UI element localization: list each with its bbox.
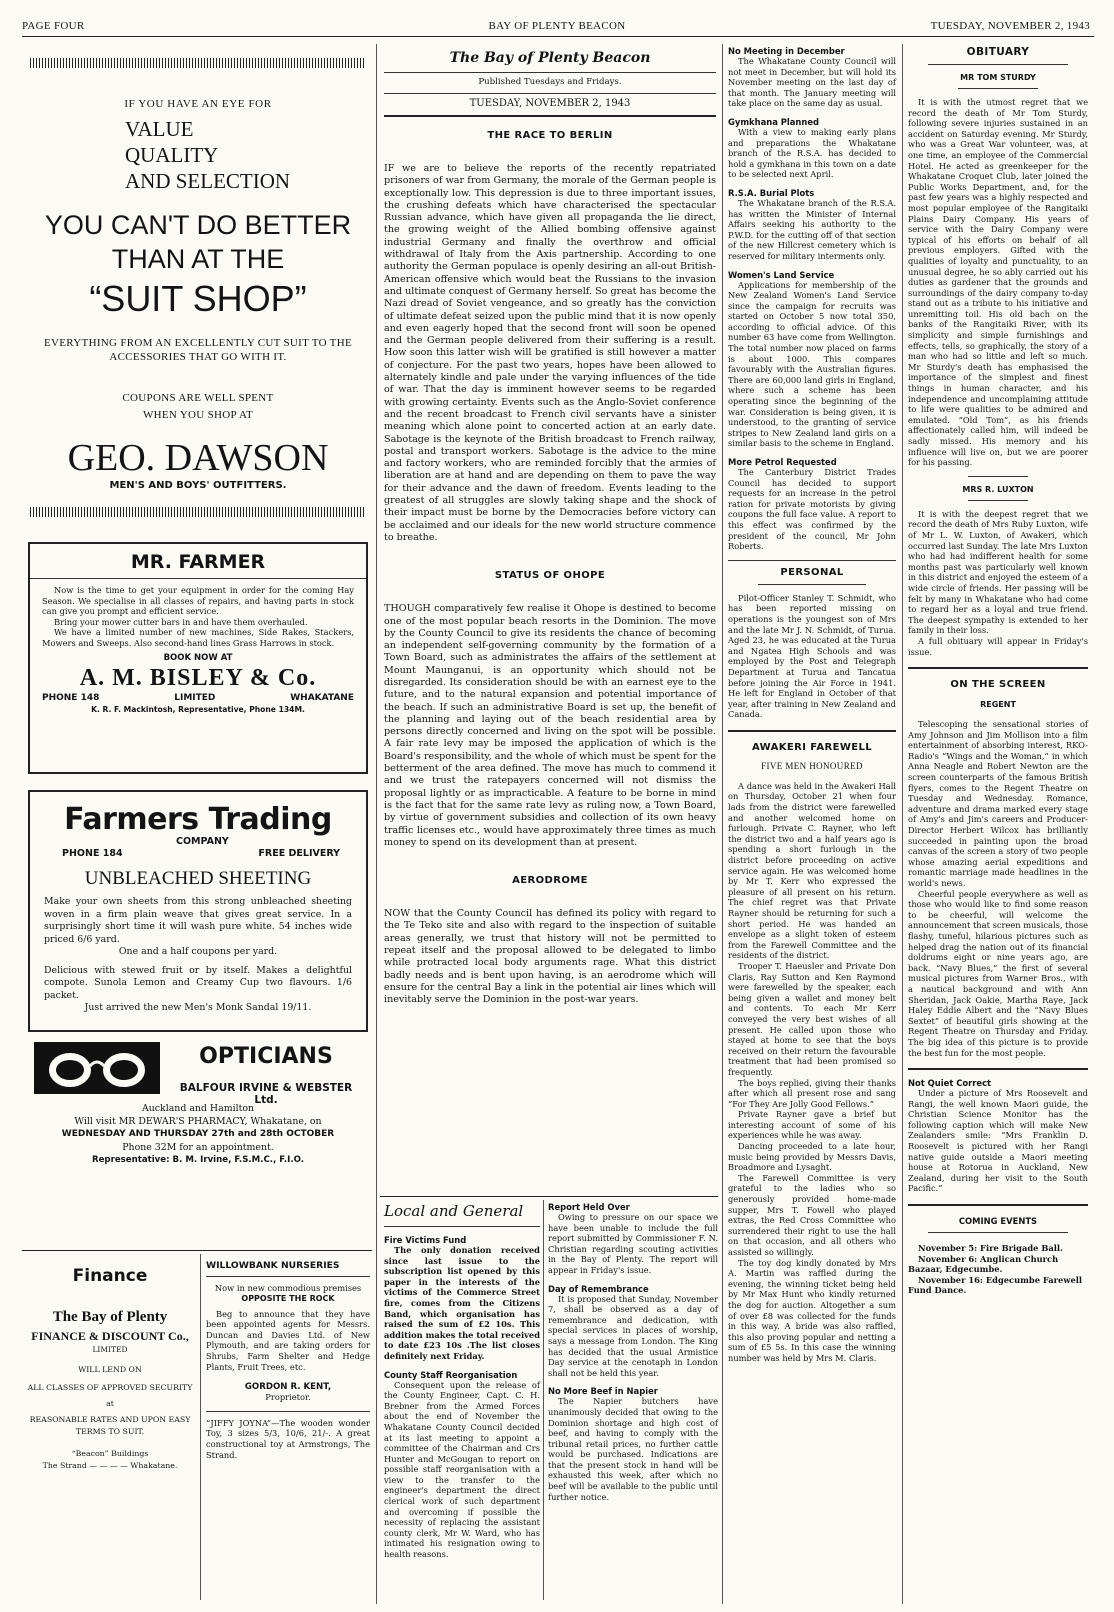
obituary-name: MR TOM STURDY (960, 73, 1036, 82)
item-heading: R.S.A. Burial Plots (728, 187, 815, 198)
ad-text: Beg to announce that they have been appointed agents for Messrs. Duncan and Davies Ltd. of New Plymouth, and are taking orders for Shrubs, Farm Shelter and Hedge Plants, Fruit Trees, etc. (206, 1308, 370, 1372)
item-heading: More Petrol Requested (728, 457, 837, 467)
ad-line: BOOK NOW AT (163, 652, 233, 663)
item-body: The boys replied, giving their thanks after which all present rose and sang “For They Are Jolly Good Fellows.” (728, 1077, 896, 1109)
retailer-name: A. M. BISLEY & Co. (79, 664, 317, 691)
nursery-ad (206, 1260, 370, 1600)
running-date: TUESDAY, NOVEMBER 2, 1943 (930, 20, 1090, 32)
item-heading: No Meeting in December (728, 46, 845, 56)
obituary-column (908, 46, 1088, 1606)
item-body: The Canterbury District Trades Council has decided to support requests for an increase in the petrol ration for private motorists by giving coupons the full face value. A report to this effect was confirmed by the president of the council, Mr John Roberts. (728, 467, 896, 552)
item-body: Trooper T. Haeusler and Private Don Claris, Ray Sutton and Ken Raymond were farewelled by the speaker, each being given a wallet and money belt and contents. To each Mr Kerr conveyed the very best wishes of all present. He called upon those who stayed at home to see that the boys received on their return the favourable treatment that had been promised so frequently. (728, 960, 896, 1077)
spectacles-icon (34, 1042, 160, 1094)
item-body: The Whakatane branch of the R.S.A. has written the Minister of Internal Affairs seeking his authority to the P.W.D. for the cutting off of that section of the new Hillcrest cemetery which is reserved for military interments only. (728, 197, 896, 261)
ad-line: The Strand — — — — Whakatane. (42, 1461, 178, 1470)
ad-line: ALL CLASSES OF APPROVED SECURITY (27, 1383, 193, 1392)
ad-text: Now is the time to get your equipment in order for the coming Hay Season. We specialise in all classes of repairs, and having parts in stock can give you prompt and efficient service. (42, 585, 354, 617)
ad-line: IF YOU HAVE AN EYE FOR (124, 98, 272, 110)
item-body: It is with the deepest regret that we record the death of Mrs Ruby Luxton, wife of Mr L. W. Luxton, of Awakeri, which occurred last Sunday. The late Mrs Luxton who had had indifferent health for some months past was particularly well known in this district and enjoyed the esteem of a wide circle of friends. Her passing will be felt by many in Whakatane who had come to regard her as a loyal and true friend. The deepest sympathy is extended to her family in their loss. (908, 508, 1088, 636)
item-body: Cheerful people everywhere as well as those who would like to find some reason to be cheerful, will welcome the announcement that screen musicals, those flashy, tuneful, hilarious pictures such as helped drag the nation out of its financial doldrums eight or nine years ago, are back. “Navy Blues,” the first of several musical pictures from Warner Bros., with a nautical background and with Ann Sheridan, Jack Oakie, Martha Raye, Jack Haley Eddie Albert and the “Navy Blues Sextet” of beautiful girls showing at the Regent Theatre on Thursday and Friday. The big idea of this picture is to provide the best fun for the most people. (908, 888, 1088, 1058)
ad-line: LIMITED (92, 1345, 128, 1354)
ad-line: MEN'S AND BOYS' OUTFITTERS. (109, 480, 287, 491)
finance-ad (22, 1254, 198, 1604)
item-heading: Not Quiet Correct (908, 1078, 992, 1089)
ad-text: “JIFFY JOYNA”—The wooden wonder Toy, 3 sizes 5/3, 10/6, 21/-. A great constructional toy at Armstrongs, The Strand. (206, 1417, 370, 1460)
item-heading: Report Held Over (548, 1202, 630, 1212)
ad-headline: Finance (72, 1266, 148, 1286)
decorative-border (30, 507, 366, 517)
ad-phone: PHONE 184 (62, 848, 123, 859)
event-item: November 6: Anglican Church Bazaar, Edgecumbe. (908, 1253, 1059, 1275)
item-body: The Farewell Committee is very grateful to the ladies who so generously provided home-made supper, Mrs T. Fowell who played extras, the Red Cross Committee who surrendered their right to use the hall on that occasion, and all others who assisted so willingly. (728, 1172, 896, 1257)
ad-line: VALUE (125, 117, 194, 141)
item-body: A dance was held in the Awakeri Hall on Thursday, October 21 when four lads from the district were farewelled and another welcomed home on furlough. Private C. Rayner, who left the district two and a half years ago is spending a short furlough in the district before proceeding on active service again. He was welcomed home by Mr T. Kerr who expressed the pleasure of all present on his return. The chief regret was that Private Rayner should be returning for such a short period. He was handed an envelope as a slight token of esteem from the Farewell Committee and the residents of the district. (728, 780, 896, 961)
ad-line: Auckland and Hamilton (141, 1103, 255, 1114)
article-headline: AERODROME (512, 875, 588, 887)
item-heading: County Staff Reorganisation (384, 1369, 518, 1380)
ad-line: Proprietor. (265, 1392, 311, 1403)
retailer-name: BALFOUR IRVINE & WEBSTER Ltd. (179, 1082, 353, 1106)
retailer-name: GEO. DAWSON (67, 437, 329, 479)
article-body: IF we are to believe the reports of the recently repatriated prisoners of war from Germany, the morale of the German people is exceptionally low. This depression is due to three important issues, the crushing defeats which have characterised the spectacular Russian advance, which have given all propaganda the lie direct, the growing weight of the Allied bombing offensive against industrial Germany and finally the overthrow and official withdrawal of Italy from the Axis partnership. According to one authority the German populace is openly desiring an all-out British-American offensive which would beat the Russians to the invasion and ultimate conquest of Germany herself. So great has become the Nazi dread of Soviet vengeance, and so greatly has the conviction of ultimate defeat seized upon the public mind that it is now openly and even eagerly hoped that the second front will soon be opened and the German people delivered from their suffering is a result. How soon this latter wish will be gratified is still however a matter of conjecture. For the past two years, hopes have been allowed to alternately kindle and pale under the varying influences of the tide of war. That the day is imminent however seems to be regarded with growing certainty. Events such as the Anglo-Soviet conference and the recent broadcast to French civil servants have a sinister meaning which alone point to concerted action at an early date. Sabotage is the keynote of the British broadcast to French railway, postal and transport workers. Sabotage is the advice to the mine and factory workers, who are reminded forcibly that the armies of liberation are at hand and are depending on them to pave the way for their advance and the dawn of freedom. Events leading to the greatest of all struggles are slowly taking shape and the shock of their impact must be borne by the Democracies before victory can be acclaimed and our ideals for the new world structure commence to breathe. (384, 163, 716, 543)
ad-line: Phone 32M for an appointment. (122, 1142, 274, 1153)
farmer-ad (28, 542, 368, 774)
farmers-trading-ad (28, 790, 368, 1032)
ad-line: OPPOSITE THE ROCK (241, 1293, 335, 1303)
item-body: Pilot-Officer Stanley T. Schmidt, who has been reported missing on operations is the youngest son of Mrs and the late Mr J. N. Schmidt, of Turua. Aged 23, he was educated at the Turua and Ngatea High Schools and was employed by the Post and Telegraph Department at Turua and Tancatua before joining the Air Force in 1941. He left for England in October of that year, after training in New Zealand and Canada. (728, 592, 896, 720)
section-title: Local and General (384, 1202, 524, 1220)
ad-line: Representative: B. M. Irvine, F.S.M.C., F.I.O. (91, 1155, 305, 1165)
ad-line: at (106, 1399, 114, 1408)
news-column (728, 46, 896, 1606)
ad-line: WHAKATANE (290, 692, 354, 703)
section-title: OBITUARY (966, 46, 1030, 58)
nameplate: The Bay of Plenty Beacon (449, 50, 651, 66)
item-heading: No More Beef in Napier (548, 1386, 658, 1397)
item-heading: Fire Victims Fund (384, 1235, 467, 1245)
ad-headline: MR. FARMER (130, 551, 266, 573)
item-body: Consequent upon the release of the County Engineer, Capt. C. H. Brebner from the Armed Forces about the end of November the Whakatane County Council decided at its last meeting to appoint a committee of the Chairman and Crs Hunter and McGougan to report on possible staff reorganisation with a view to the transfer to the engineer's department the direct clerical work of such department and overcoming if possible the necessity of replacing the assistant county clerk, Mr W. Ward, who has intimated his resignation owing to health reasons. (384, 1379, 540, 1560)
local-general-left (384, 1202, 540, 1602)
item-heading: Women's Land Service (728, 269, 835, 280)
item-body: With a view to making early plans and preparations the Whakatane branch of the R.S.A. has decided to hold a gymkhana in this town on a date to be selected next April. (728, 126, 896, 180)
obituary-name: MRS R. LUXTON (962, 484, 1034, 494)
editorial-date: TUESDAY, NOVEMBER 2, 1943 (469, 98, 631, 109)
item-body: It is with the utmost regret that we record the death of Mr Tom Sturdy, following severe injuries sustained in an accident on Saturday evening. Mr Sturdy, who was a Great War volunteer, was, at one time, an employee of the Commercial Hotel. He acted as greenkeeper for the Whakatane Croquet Club, later joined the Public Works Department, and, for the past few years was a highly respected and most popular employee of the Rangitaiki Plains Dairy Company. His years of service with the Dairy Company were typical of his efforts on behalf of all previous employers. Gifted with the qualities of loyalty and punctuality, to an unusual degree, he so ably carried out his duties as gardener that the grounds and surroundings of the dairy company to-day stand out as a tribute to his initiative and unremitting toil. His old bach on the banks of the Rangitaiki River, with its simplicity and simple furnishings and effects, tells, so graphically, the story of a man who had so little and left so much. Mr Sturdy's death has emphasised the importance of the simplest and finest things in human character, and his independence and uncomplaining attitude to life were qualities to be admired and emulated. “Old Tom”, as his friends affectionately called him, will indeed be sadly missed. His memory and his influence will live on, but we are poorer for his passing. (908, 97, 1088, 468)
item-body: Dancing proceeded to a late hour, music being provided by Messrs Davis, Broadmore and Lysaght. (728, 1141, 896, 1173)
opticians-ad (28, 1038, 368, 1238)
ad-line: WEDNESDAY AND THURSDAY 27th and 28th OCTOBER (61, 1129, 335, 1139)
item-heading: Gymkhana Planned (728, 116, 820, 127)
publication-note: Published Tuesdays and Fridays. (478, 77, 622, 87)
article-body: NOW that the County Council has defined its policy with regard to the Te Teko site and also with regard to the inspection of suitable areas generally, we trust that history will not be permitted to repeat itself and the proposal allowed to be delegated to limbo while protracted local body arguments rage. What this district badly needs and is bent upon having, is an aerodrome which will ensure for the central Bay a link in the potential air lines which will inevitably serve the Dominion in the post-war years. (384, 908, 716, 1006)
article-body: THOUGH comparatively few realise it Ohope is destined to become one of the most popular beach resorts in the Dominion. The move by the County Council to give its residents the chance of becoming an independent self-governing community by the formation of a Town Board, such as administrates the affairs of the settlement at Mount Maunganui, is an opportunity which should not be disregarded. Its consideration should be with an earnest eye to the future, and to the natural expansion and potential importance of the beach. If such an administrative Board is set up, the benefit of the planning and laying out of the beach residential area by persons directly concerned and living on the spot will be possible. A fair rate levy may be imposed the application of which is the Board's responsibility, and the whole of which must be spent for the betterment of the area defined. The move has much to commend it and we trust the ratepayers concerned will not dismiss the proposal lightly or as impracticable. A feature to be borne in mind is the fact that for the same rate levy as ruling now, a Town Board, by virtue of government subsidies and collection of its own heavy traffic licenses etc., would have approximately three times as much money to spend on its development than at present. (384, 603, 716, 848)
ad-line: WILL LEND ON (78, 1365, 142, 1374)
item-body: Applications for membership of the New Zealand Women's Land Service since the campaign for recruits was started on October 5 now total 350, according to official advice. Of this number 63 have come from Wellington. The total number now placed on farms is about 1000. This compares favourably with the Australian figures. There are 60,000 land girls in England, where such a scheme has been operating since the beginning of the war. Consideration is being given, it is understood, to the granting of service stripes to New Zealand land girls on a similar basis to the scheme in England. (728, 279, 896, 449)
ad-line: QUALITY (125, 143, 219, 167)
item-body: Owing to pressure on our space we have been unable to include the full report submitted by Commissioner F. N. Christian regarding scouting activities in the Bay of Plenty. The report will appear in Friday's issue. (548, 1212, 718, 1275)
ad-headline: Farmers Trading (64, 802, 332, 837)
suit-shop-ad (30, 58, 366, 538)
ad-text: Make your own sheets from this strong unbleached sheeting woven in a firm plain weave that gives great service. In a surprisingly short time it will wash pure white. 54 inches wide priced 6/6 yard. (44, 896, 352, 945)
item-body: The only donation received since last issue to the subscription list opened by this paper in the interests of the victims of the Commerce Street fire, comes from the Citizens Band, which organisation has raised the sum of £2 10s. This addition makes the total received to date £23 10s .The list closes definitely next Friday. (384, 1245, 540, 1361)
item-heading: Day of Remembrance (548, 1283, 649, 1294)
decorative-border (30, 58, 366, 68)
ad-line: GORDON R. KENT, (244, 1382, 332, 1393)
ad-line: LIMITED (174, 692, 216, 703)
item-body: It is proposed that Sunday, November 7, shall be observed as a day of remembrance and dedication, with special services in places of worship, says a message from London. The King has decided that the usual Armistice Day service at the cenotaph in London shall not be held this year. (548, 1293, 718, 1378)
article-subtitle: FIVE MEN HONOURED (761, 760, 863, 771)
ad-headline: THAN AT THE (111, 244, 285, 274)
retailer-name: FINANCE & DISCOUNT Co., (31, 1329, 189, 1343)
ad-line: Will visit MR DEWAR'S PHARMACY, Whakatane, on (74, 1116, 322, 1127)
ad-line: COMPANY (176, 836, 229, 847)
item-body: Under a picture of Mrs Roosevelt and Rangi, the well known Maori guide, the Christian Science Monitor has the following caption which will make New Zealanders smile: “Mrs Franklin D. Roosevelt is pictured with her Rangi native guide outside a Maori meeting house at Rotorua in Auckland, New Zealand, during her visit to the South Pacific.” (908, 1088, 1088, 1194)
item-body: Telescoping the sensational stories of Amy Johnson and Jim Mollison into a film entertainment of absorbing interest, RKO-Radio's “Wings and the Woman,” in which Anna Neagle and Robert Newton are the screen counterparts of the famous British flyers, comes to the Regent Theatre on Tuesday and Wednesday. Romance, adventure and drama marked every stage of Amy's and Jim's careers and Producer-Director Herbert Wilcox has brilliantly succeeded in painting upon the broad canvas of the screen a story of two people whose amazing aerial expeditions and romantic marriage made headlines in the world's news. (908, 719, 1088, 888)
event-item: November 5: Fire Brigade Ball. (918, 1243, 1063, 1254)
item-body: The Whakatane County Council will not meet in December, but will hold its November meeting on the last day of that month. The January meeting will take place on the same day as usual. (728, 56, 896, 109)
ad-product: UNBLEACHED SHEETING (84, 868, 312, 889)
ad-line: “Beacon” Buildings (71, 1449, 149, 1458)
ad-headline: YOU CAN'T DO BETTER (44, 210, 352, 240)
article-headline: THE RACE TO BERLIN (487, 130, 613, 141)
section-title: AWAKERI FAREWELL (751, 741, 873, 753)
ad-phone: PHONE 148 (42, 692, 100, 703)
item-body: A full obituary will appear in Friday's issue. (908, 635, 1088, 657)
theatre-name: REGENT (980, 700, 1016, 710)
ad-line: EVERYTHING FROM AN EXCELLENTLY CUT SUIT TO THE ACCESSORIES THAT GO WITH IT. (44, 337, 352, 363)
event-item: November 16: Edgecumbe Farewell Fund Dance. (908, 1274, 1083, 1296)
ad-line: FREE DELIVERY (258, 848, 340, 859)
running-title: BAY OF PLENTY BEACON (488, 20, 626, 32)
ad-headline: OPTICIANS (199, 1044, 333, 1069)
ad-text: One and a half coupons per yard. (118, 946, 278, 957)
ad-text: Bring your mower cutter bars in and have them overhauled. (54, 616, 308, 627)
article-headline: STATUS OF OHOPE (494, 570, 606, 582)
shop-name: “SUIT SHOP” (89, 278, 307, 319)
page-number: PAGE FOUR (22, 20, 85, 32)
ad-line: K. R. F. Mackintosh, Representative, Phone 134M. (91, 704, 305, 714)
ad-line: COUPONS ARE WELL SPENT (122, 392, 274, 404)
editorial-articles (384, 130, 716, 1007)
item-body: The Napier butchers have unanimously decided that owing to the Dominion shortage and high cost of beef, and having to comply with the tribunal retail prices, no further cattle would be purchased. Indications are that the present stock in hand will be exhausted this week, after which no beef will be available to the public until further notice. (548, 1396, 718, 1502)
ad-text: Delicious with stewed fruit or by itself. Makes a delightful compote. Sunola Lemon and Creamy Cup two flavours. 1/6 packet. (44, 964, 352, 1001)
ad-headline: WILLOWBANK NURSERIES (206, 1260, 340, 1271)
ad-line: REASONABLE RATES AND UPON EASY TERMS TO SUIT. (29, 1415, 191, 1436)
ad-text: Just arrived the new Men's Monk Sandal 19/11. (84, 1002, 312, 1013)
local-general-right (548, 1202, 718, 1602)
ad-line: WHEN YOU SHOP AT (142, 409, 253, 421)
section-title: ON THE SCREEN (950, 679, 1046, 691)
item-body: The toy dog kindly donated by Mrs A. Martin was raffled during the evening, the winning ticket being held by Mr Max Hunt who kindly returned the dog for auction. Altogether a sum of over £8 was collected for the funds in this way. A bride was also raffled, this also proving popular and netting a sum of £5 5s. In this case the winning number was held by Mrs M. Claris. (728, 1257, 896, 1363)
section-title: PERSONAL (780, 566, 844, 578)
section-title: COMING EVENTS (958, 1216, 1038, 1227)
retailer-name: The Bay of Plenty (52, 1309, 168, 1325)
item-body: Private Rayner gave a brief but interesting account of some of his experiences while he was away. (728, 1109, 896, 1141)
ad-line: AND SELECTION (125, 169, 291, 193)
ad-text: We have a limited number of new machines, Side Rakes, Stackers, Mowers and Sweeps. Also second-hand lines Grass Harrows in stock. (42, 627, 354, 648)
ad-line: Now in new commodious premises (214, 1283, 362, 1293)
